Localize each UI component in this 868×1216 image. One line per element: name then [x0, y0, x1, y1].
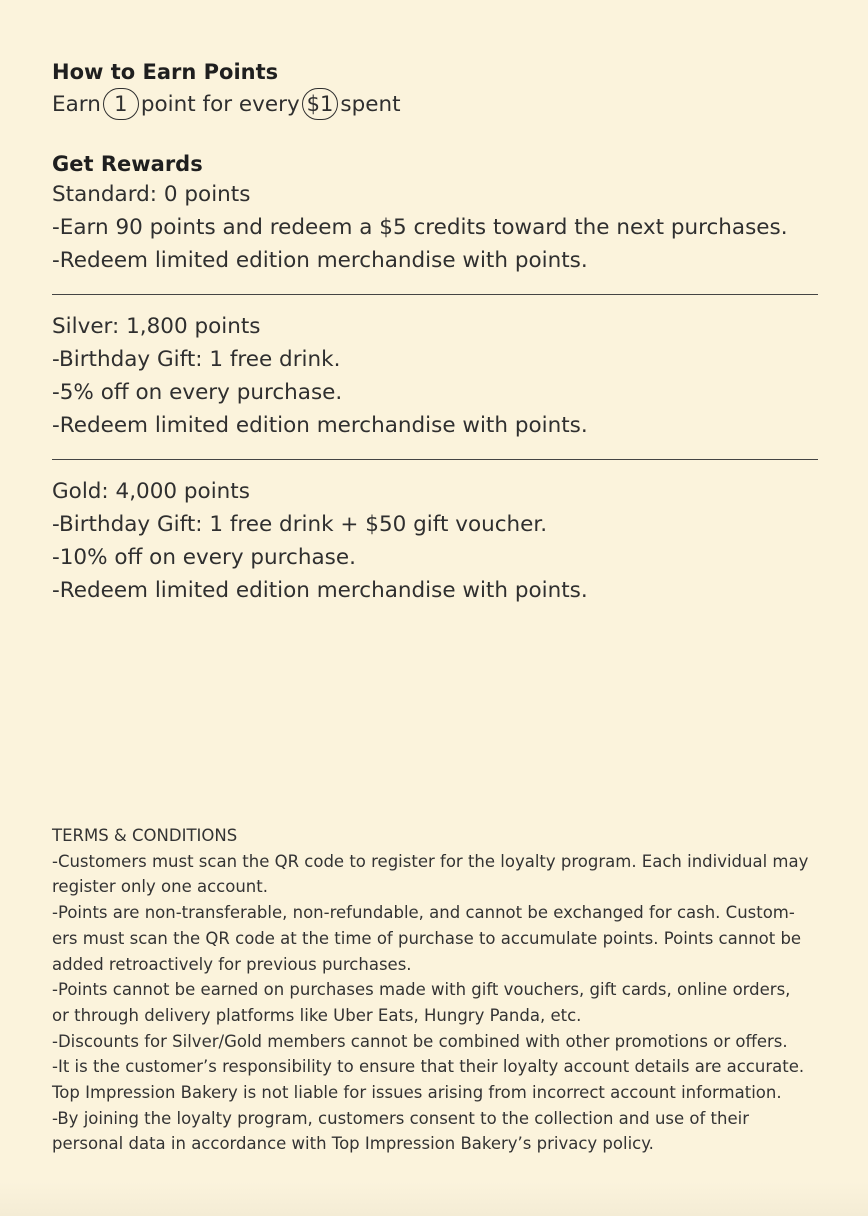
tier-benefit: -Redeem limited edition merchandise with points.: [52, 413, 588, 438]
tier-heading: Gold: 4,000 points: [52, 479, 250, 504]
terms-line: -Discounts for Silver/Gold members cannot be combined with other promotions or offers.: [52, 1031, 788, 1051]
tier-gold: [52, 475, 822, 607]
dollar-badge: $1: [302, 88, 339, 120]
tier-benefit: -Birthday Gift: 1 free drink + $50 gift voucher.: [52, 512, 548, 537]
terms-title: TERMS & CONDITIONS: [52, 826, 238, 845]
points-badge: 1: [103, 88, 139, 120]
earn-middle: point for every: [140, 91, 300, 117]
terms-line: personal data in accordance with Top Impression Bakery’s privacy policy.: [52, 1134, 654, 1154]
terms-line: -Points are non-transferable, non-refundable, and cannot be exchanged for cash. Custom-: [52, 903, 795, 923]
tier-heading: Standard: 0 points: [52, 182, 251, 207]
page-bottom-shade: [0, 1182, 868, 1216]
terms-line: register only one account.: [52, 877, 268, 897]
terms-line: added retroactively for previous purchases.: [52, 954, 412, 974]
tier-benefit: -10% off on every purchase.: [52, 545, 356, 570]
tier-benefit: -Birthday Gift: 1 free drink.: [52, 347, 341, 372]
tier-benefit: -Earn 90 points and redeem a $5 credits toward the next purchases.: [52, 215, 788, 240]
terms-line: ers must scan the QR code at the time of purchase to accumulate points. Points cannot be: [52, 928, 802, 948]
earn-suffix: spent: [340, 91, 401, 117]
get-rewards-heading: Get Rewards: [52, 152, 203, 176]
tier-benefit: -Redeem limited edition merchandise with points.: [52, 578, 588, 603]
terms-line: or through delivery platforms like Uber Eats, Hungry Panda, etc.: [52, 1005, 582, 1025]
tier-silver: [52, 310, 822, 442]
terms-line: Top Impression Bakery is not liable for issues arising from incorrect account information.: [52, 1083, 782, 1103]
earn-prefix: Earn: [52, 91, 101, 117]
terms-line: -By joining the loyalty program, customers consent to the collection and use of their: [52, 1108, 749, 1128]
earn-rate-line: [52, 86, 822, 122]
divider: [52, 459, 818, 460]
terms-and-conditions: [52, 823, 822, 1157]
earn-points-heading: How to Earn Points: [52, 60, 279, 84]
tier-benefit: -Redeem limited edition merchandise with points.: [52, 248, 588, 273]
terms-line: -Points cannot be earned on purchases made with gift vouchers, gift cards, online orders,: [52, 980, 791, 1000]
terms-line: -It is the customer’s responsibility to ensure that their loyalty account details are accurate.: [52, 1057, 805, 1077]
tier-heading: Silver: 1,800 points: [52, 314, 261, 339]
tier-benefit: -5% off on every purchase.: [52, 380, 343, 405]
divider: [52, 294, 818, 295]
loyalty-content: [52, 58, 822, 607]
tier-standard: [52, 178, 822, 277]
terms-line: -Customers must scan the QR code to register for the loyalty program. Each individual may: [52, 851, 809, 871]
